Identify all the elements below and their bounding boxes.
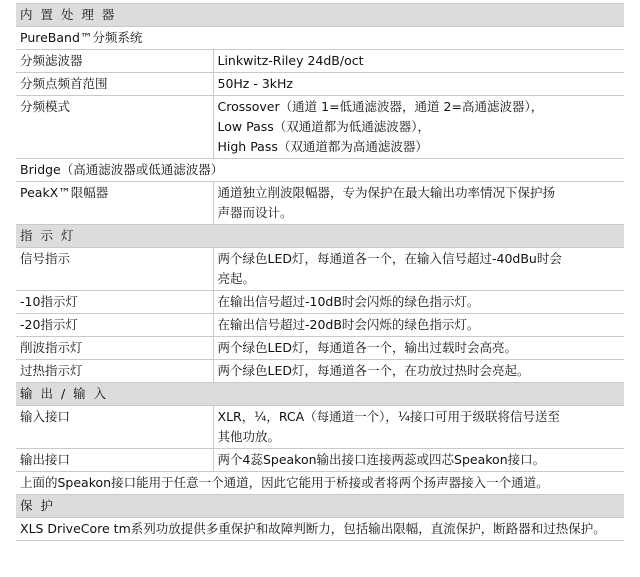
table-row xyxy=(16,337,624,360)
table-row xyxy=(16,472,624,495)
table-row xyxy=(16,248,624,291)
value-line: 声器而设计。 xyxy=(217,205,293,220)
value-line: Linkwitz-Riley 24dB/oct xyxy=(217,53,364,68)
row-value xyxy=(213,337,624,360)
row-label: -20指示灯 xyxy=(16,314,213,337)
table-row xyxy=(16,360,624,383)
row-label: 信号指示 xyxy=(16,248,213,291)
row-label: 过热指示灯 xyxy=(16,360,213,383)
row-text: Bridge（高通滤波器或低通滤波器） xyxy=(16,159,624,182)
table-row xyxy=(16,73,624,96)
spec-table xyxy=(16,3,624,541)
section-header-protection xyxy=(16,495,624,518)
value-line: 通道独立削波限幅器，专为保护在最大输出功率情况下保护扬 xyxy=(217,185,556,200)
row-text: PureBand™分频系统 xyxy=(16,27,624,50)
table-row xyxy=(16,518,624,541)
value-line: 两个绿色LED灯，每通道各一个，在输入信号超过-40dBu时会 xyxy=(217,251,562,266)
row-label: 输入接口 xyxy=(16,406,213,449)
table-row xyxy=(16,27,624,50)
value-line: High Pass（双通道都为高通滤波器） xyxy=(217,139,428,154)
value-line: 50Hz - 3kHz xyxy=(217,76,293,91)
value-line: 两个4蕊Speakon输出接口连接两蕊或四芯Speakon接口。 xyxy=(217,452,546,467)
row-value xyxy=(213,406,624,449)
table-row xyxy=(16,291,624,314)
row-value xyxy=(213,248,624,291)
row-value xyxy=(213,360,624,383)
table-row xyxy=(16,50,624,73)
row-value xyxy=(213,182,624,225)
value-line: 在输出信号超过-20dB时会闪烁的绿色指示灯。 xyxy=(217,317,480,332)
row-value xyxy=(213,96,624,159)
table-row xyxy=(16,96,624,159)
section-title: 保 护 xyxy=(16,495,624,518)
table-row xyxy=(16,449,624,472)
row-label: 输出接口 xyxy=(16,449,213,472)
row-text: 上面的Speakon接口能用于任意一个通道，因此它能用于桥接或者将两个扬声器接入一个通道。 xyxy=(16,472,624,495)
table-row xyxy=(16,182,624,225)
row-value xyxy=(213,291,624,314)
value-line: 其他功放。 xyxy=(217,429,281,444)
row-label: 分频模式 xyxy=(16,96,213,159)
value-line: 在输出信号超过-10dB时会闪烁的绿色指示灯。 xyxy=(217,294,480,309)
row-label: PeakX™限幅器 xyxy=(16,182,213,225)
row-label: 分频点频首范围 xyxy=(16,73,213,96)
row-value xyxy=(213,314,624,337)
value-line: 两个绿色LED灯，每通道各一个，在功放过热时会亮起。 xyxy=(217,363,530,378)
table-row xyxy=(16,159,624,182)
table-row xyxy=(16,314,624,337)
value-line: 两个绿色LED灯，每通道各一个，输出过载时会高亮。 xyxy=(217,340,517,355)
section-header-processor xyxy=(16,4,624,27)
section-title: 指 示 灯 xyxy=(16,225,624,248)
section-title: 输 出 / 输 入 xyxy=(16,383,624,406)
row-value xyxy=(213,50,624,73)
row-label: 分频滤波器 xyxy=(16,50,213,73)
section-title: 内 置 处 理 器 xyxy=(16,4,624,27)
row-value xyxy=(213,449,624,472)
value-line: XLR，¼，RCA（每通道一个），¼接口可用于级联将信号送至 xyxy=(217,409,561,424)
row-text: XLS DriveCore tm系列功放提供多重保护和故障判断力，包括输出限幅，直流保护，断路器和过热保护。 xyxy=(16,518,624,541)
row-label: -10指示灯 xyxy=(16,291,213,314)
value-line: Low Pass（双通道都为低通滤波器）， xyxy=(217,119,431,134)
table-row xyxy=(16,406,624,449)
row-value xyxy=(213,73,624,96)
section-header-io xyxy=(16,383,624,406)
section-header-indicators xyxy=(16,225,624,248)
value-line: 亮起。 xyxy=(217,271,256,286)
value-line: Crossover（通道 1=低通滤波器，通道 2=高通滤波器）， xyxy=(217,99,544,114)
row-label: 削波指示灯 xyxy=(16,337,213,360)
